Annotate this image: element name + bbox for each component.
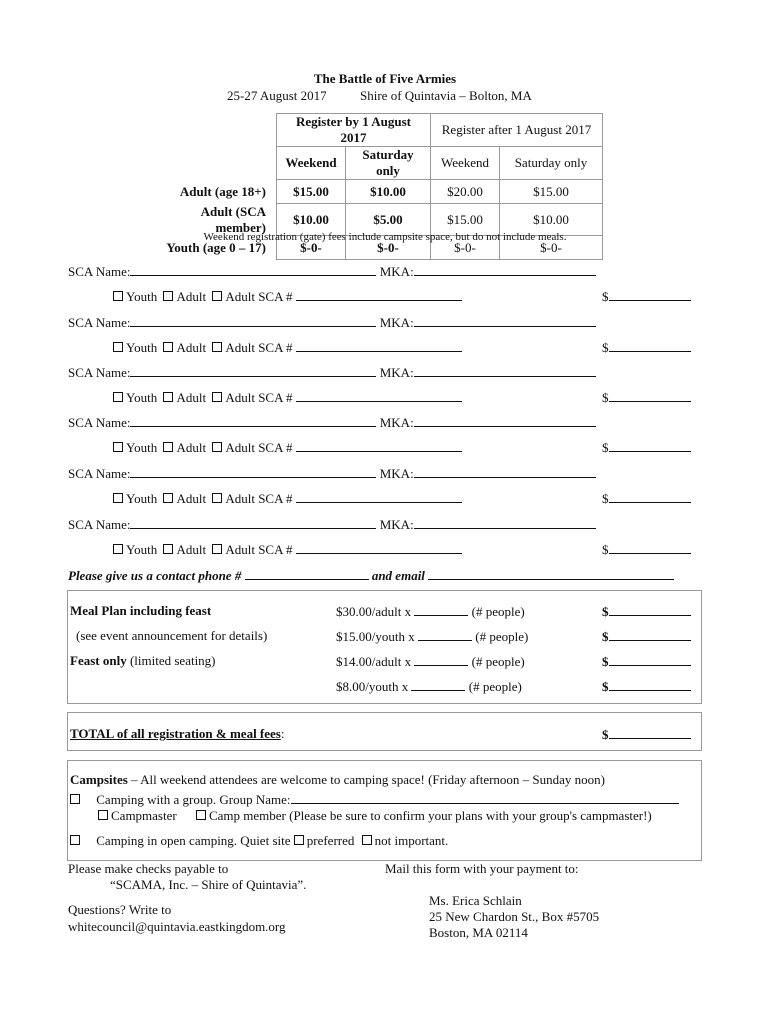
adult-label: Adult	[176, 340, 207, 355]
meal-price: $8.00/youth x	[336, 679, 409, 694]
phone-field[interactable]	[245, 567, 369, 580]
adult-sca-label: Adult SCA #	[225, 542, 293, 557]
adult-sca-checkbox[interactable]	[212, 392, 222, 402]
adult-checkbox[interactable]	[163, 342, 173, 352]
form-title: The Battle of Five Armies	[313, 71, 457, 86]
fee-cell: $-0-	[431, 236, 500, 260]
mail-instructions: Mail this form with your payment to:	[385, 861, 579, 876]
sca-number-field[interactable]	[296, 339, 462, 352]
campsites-intro-text: – All weekend attendees are welcome to camping space! (Friday afternoon – Sunday noon)	[127, 772, 606, 787]
meal-price: $30.00/adult x	[336, 604, 412, 619]
fee-cell: $-0-	[346, 236, 431, 260]
campmaster-checkbox[interactable]	[98, 810, 108, 820]
sca-name-field[interactable]	[130, 364, 376, 377]
dollar-sign: $	[602, 654, 609, 669]
fee-cell: $20.00	[431, 180, 500, 204]
adult-checkbox[interactable]	[163, 291, 173, 301]
dollar-sign: $	[602, 727, 609, 742]
adult-sca-label: Adult SCA #	[225, 491, 293, 506]
adult-label: Adult	[176, 390, 207, 405]
mail-address-street: 25 New Chardon St., Box #5705	[429, 909, 600, 924]
youth-label: Youth	[126, 390, 158, 405]
campsites-heading: Campsites	[70, 772, 128, 787]
people-count-field[interactable]	[414, 653, 468, 666]
fee-cell: $-0-	[277, 236, 346, 260]
sca-number-field[interactable]	[296, 389, 462, 402]
group-camping-line	[70, 791, 679, 808]
dollar-sign: $	[602, 542, 609, 557]
meal-amount	[602, 603, 691, 620]
meal-price: $14.00/adult x	[336, 654, 412, 669]
mka-field[interactable]	[414, 263, 596, 276]
total-amount	[602, 726, 691, 743]
meal-amount-field[interactable]	[609, 653, 691, 666]
adult-label: Adult	[176, 440, 207, 455]
sca-name-field[interactable]	[130, 263, 376, 276]
mka-label: MKA:	[379, 365, 414, 380]
adult-label: Adult	[176, 491, 207, 506]
sca-name-label: SCA Name:	[68, 315, 131, 330]
group-camping-label: Camping with a group. Group Name:	[96, 792, 291, 807]
sca-number-field[interactable]	[296, 490, 462, 503]
meal-unit: (# people)	[475, 629, 529, 644]
adult-sca-checkbox[interactable]	[212, 342, 222, 352]
adult-checkbox[interactable]	[163, 442, 173, 452]
meal-amount-field[interactable]	[609, 678, 691, 691]
attendee-amount	[602, 439, 691, 456]
sca-name-label: SCA Name:	[68, 517, 131, 532]
dollar-sign: $	[602, 340, 609, 355]
event-location: Shire of Quintavia – Bolton, MA	[360, 88, 532, 103]
attendee-amount-field[interactable]	[609, 439, 691, 452]
youth-label: Youth	[126, 542, 158, 557]
sca-name-line	[68, 516, 596, 533]
campmaster-label: Campmaster	[111, 808, 177, 823]
fee-cell: $10.00	[277, 204, 346, 236]
quiet-preferred-checkbox[interactable]	[294, 835, 304, 845]
contact-prefix: Please give us a contact phone #	[68, 568, 242, 583]
contact-email-label: and email	[371, 568, 425, 583]
youth-checkbox[interactable]	[113, 493, 123, 503]
youth-checkbox[interactable]	[113, 544, 123, 554]
attendee-amount	[602, 288, 691, 305]
camp-role-line	[98, 808, 652, 824]
member-type-line	[113, 490, 462, 507]
meal-amount-field[interactable]	[609, 603, 691, 616]
adult-sca-label: Adult SCA #	[225, 440, 293, 455]
fee-row-label: Adult (SCA member)	[200, 203, 266, 235]
fee-cell: $15.00	[431, 204, 500, 236]
event-dates: 25-27 August 2017	[227, 88, 327, 103]
fee-row	[146, 180, 603, 204]
sca-name-line	[68, 414, 596, 431]
fee-cell: $5.00	[346, 204, 431, 236]
people-count-field[interactable]	[418, 628, 472, 641]
camp-member-checkbox[interactable]	[196, 810, 206, 820]
sca-number-field[interactable]	[296, 439, 462, 452]
open-camping-checkbox[interactable]	[70, 835, 80, 845]
mka-field[interactable]	[414, 516, 596, 529]
questions-line: Questions? Write to	[68, 902, 172, 917]
dollar-sign: $	[602, 491, 609, 506]
dollar-sign: $	[602, 289, 609, 304]
member-type-line	[113, 339, 462, 356]
adult-sca-label: Adult SCA #	[225, 289, 293, 304]
total-line	[70, 726, 285, 742]
fee-row-label: Youth (age 0 – 17)	[166, 239, 266, 255]
youth-label: Youth	[126, 491, 158, 506]
dollar-sign: $	[602, 440, 609, 455]
attendee-amount-field[interactable]	[609, 339, 691, 352]
meal-plan-label: Meal Plan including feast	[70, 603, 212, 618]
fee-subheader: Saturday only	[500, 147, 603, 180]
feast-note: (limited seating)	[129, 653, 216, 668]
sca-name-label: SCA Name:	[68, 415, 131, 430]
fee-cell: $10.00	[500, 204, 603, 236]
member-type-line	[113, 389, 462, 406]
sca-number-field[interactable]	[296, 288, 462, 301]
adult-label: Adult	[176, 289, 207, 304]
sca-name-field[interactable]	[130, 465, 376, 478]
fee-subheader: Weekend	[431, 147, 500, 180]
group-name-field[interactable]	[291, 791, 679, 804]
adult-label: Adult	[176, 542, 207, 557]
adult-sca-checkbox[interactable]	[212, 291, 222, 301]
attendee-amount	[602, 339, 691, 356]
mail-address-name: Ms. Erica Schlain	[429, 893, 522, 908]
quiet-preferred-label: preferred	[306, 833, 355, 848]
mail-address-city: Boston, MA 02114	[429, 925, 528, 940]
adult-checkbox[interactable]	[163, 544, 173, 554]
fee-note: Weekend registration (gate) fees include campsite space, but do not include meals.	[203, 231, 567, 243]
adult-sca-checkbox[interactable]	[212, 544, 222, 554]
youth-label: Youth	[126, 340, 158, 355]
member-type-line	[113, 541, 462, 558]
meal-unit: (# people)	[468, 679, 522, 694]
meal-unit: (# people)	[471, 604, 525, 619]
youth-checkbox[interactable]	[113, 442, 123, 452]
open-camping-label: Camping in open camping. Quiet site	[96, 833, 291, 848]
fee-group-late: Register after 1 August 2017	[431, 114, 603, 147]
sca-name-field[interactable]	[130, 516, 376, 529]
sca-name-field[interactable]	[130, 314, 376, 327]
attendee-amount	[602, 490, 691, 507]
dollar-sign: $	[602, 629, 609, 644]
mka-field[interactable]	[414, 314, 596, 327]
meal-rate-line	[336, 628, 528, 645]
questions-email: whitecouncil@quintavia.eastkingdom.org	[68, 919, 286, 934]
mka-label: MKA:	[379, 315, 414, 330]
mka-field[interactable]	[414, 364, 596, 377]
mka-field[interactable]	[414, 465, 596, 478]
member-type-line	[113, 288, 462, 305]
attendee-amount-field[interactable]	[609, 288, 691, 301]
email-field[interactable]	[428, 567, 674, 580]
fee-cell: $15.00	[500, 180, 603, 204]
checks-payable-line1: Please make checks payable to	[68, 861, 229, 876]
dollar-sign: $	[602, 390, 609, 405]
attendee-amount-field[interactable]	[609, 389, 691, 402]
mka-label: MKA:	[379, 415, 414, 430]
fee-subheader: Weekend	[277, 147, 346, 180]
feast-label: Feast only	[70, 653, 127, 668]
dollar-sign: $	[602, 604, 609, 619]
meal-rate-line	[336, 603, 525, 620]
youth-checkbox[interactable]	[113, 291, 123, 301]
sca-name-field[interactable]	[130, 414, 376, 427]
fee-cell: $-0-	[500, 236, 603, 260]
open-camping-line	[70, 833, 448, 849]
adult-checkbox[interactable]	[163, 392, 173, 402]
adult-sca-label: Adult SCA #	[225, 390, 293, 405]
sca-name-label: SCA Name:	[68, 264, 131, 279]
meal-amount	[602, 628, 691, 645]
mka-label: MKA:	[379, 517, 414, 532]
group-camping-checkbox[interactable]	[70, 794, 80, 804]
campsites-intro	[70, 772, 605, 788]
fee-cell: $15.00	[277, 180, 346, 204]
sca-number-field[interactable]	[296, 541, 462, 554]
meal-rate-line	[336, 653, 525, 670]
people-count-field[interactable]	[411, 678, 465, 691]
attendee-amount	[602, 389, 691, 406]
fee-cell: $10.00	[346, 180, 431, 204]
youth-checkbox[interactable]	[113, 342, 123, 352]
contact-line	[68, 567, 674, 584]
sca-name-line	[68, 364, 596, 381]
quiet-not-important-label: not important.	[374, 833, 449, 848]
adult-sca-checkbox[interactable]	[212, 493, 222, 503]
adult-sca-label: Adult SCA #	[225, 340, 293, 355]
people-count-field[interactable]	[414, 603, 468, 616]
meal-amount	[602, 653, 691, 670]
mka-label: MKA:	[379, 264, 414, 279]
meal-rate-line	[336, 678, 522, 695]
meal-amount-field[interactable]	[609, 628, 691, 641]
fee-row-label: Adult (age 18+)	[179, 183, 266, 199]
attendee-amount-field[interactable]	[609, 541, 691, 554]
fee-subheader: Saturday only	[346, 147, 431, 180]
checks-payable-line2: “SCAMA, Inc. – Shire of Quintavia”.	[110, 877, 307, 892]
quiet-not-important-checkbox[interactable]	[362, 835, 372, 845]
sca-name-line	[68, 263, 596, 280]
feast-line	[70, 653, 216, 669]
adult-sca-checkbox[interactable]	[212, 442, 222, 452]
member-type-line	[113, 439, 462, 456]
total-amount-field[interactable]	[609, 726, 691, 739]
camp-member-label: Camp member (Please be sure to confirm your plans with your group's campmaster!)	[208, 808, 652, 823]
mka-label: MKA:	[379, 466, 414, 481]
attendee-amount	[602, 541, 691, 558]
sca-name-label: SCA Name:	[68, 365, 131, 380]
youth-label: Youth	[126, 440, 158, 455]
attendee-amount-field[interactable]	[609, 490, 691, 503]
meal-amount	[602, 678, 691, 695]
sca-name-label: SCA Name:	[68, 466, 131, 481]
meal-unit: (# people)	[471, 654, 525, 669]
fee-group-early: Register by 1 August 2017	[277, 114, 431, 147]
meal-price: $15.00/youth x	[336, 629, 415, 644]
meal-plan-note: (see event announcement for details)	[76, 628, 268, 643]
sca-name-line	[68, 314, 596, 331]
sca-name-line	[68, 465, 596, 482]
total-colon: :	[280, 726, 285, 741]
youth-label: Youth	[126, 289, 158, 304]
adult-checkbox[interactable]	[163, 493, 173, 503]
mka-field[interactable]	[414, 414, 596, 427]
total-label: TOTAL of all registration & meal fees	[70, 726, 281, 741]
dollar-sign: $	[602, 679, 609, 694]
youth-checkbox[interactable]	[113, 392, 123, 402]
